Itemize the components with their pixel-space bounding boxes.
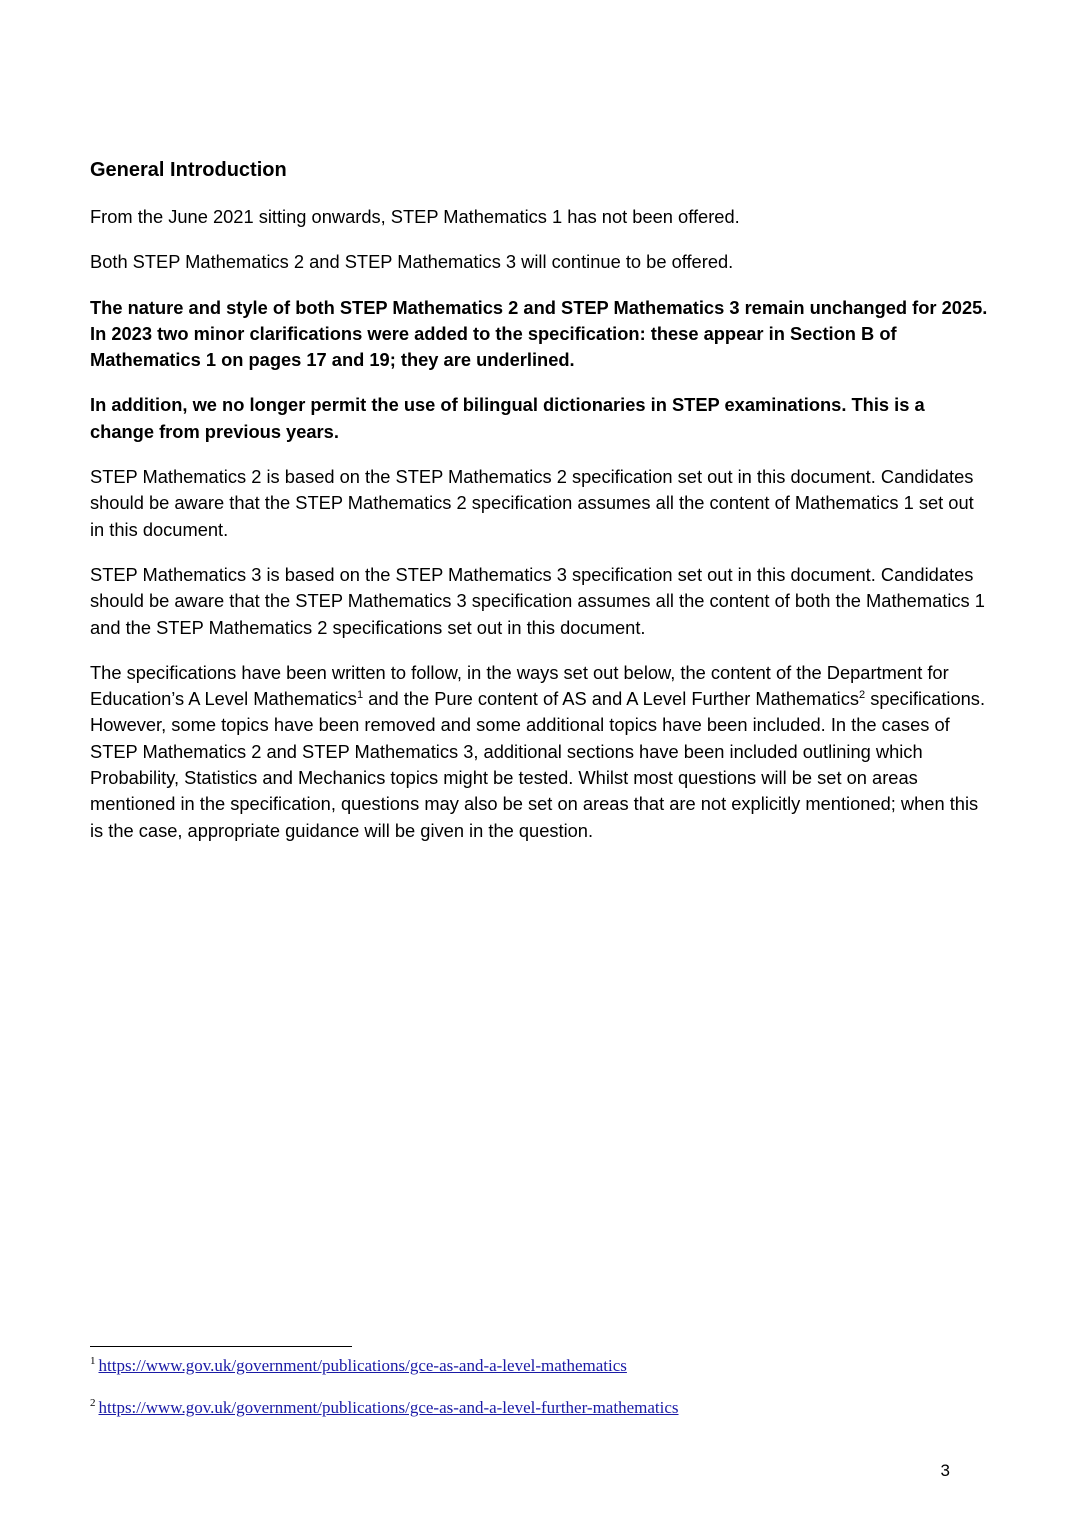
footnote-2 bbox=[90, 1397, 679, 1419]
paragraph-offered-papers: Both STEP Mathematics 2 and STEP Mathematics 3 will continue to be offered. bbox=[90, 251, 734, 273]
footnote-1 bbox=[90, 1355, 627, 1377]
page-body bbox=[90, 156, 990, 863]
paragraph-specification-scope bbox=[90, 660, 990, 844]
paragraph-step3-basis: STEP Mathematics 3 is based on the STEP Mathematics 3 specification set out in this document. Candidates should be aware that the STEP Mathematics 3 specification assumes all the content of both the Mathematics 1 and the STEP Mathematics 2 specifications set out in this document. bbox=[90, 563, 985, 638]
section-heading: General Introduction bbox=[90, 159, 287, 181]
footnote-link-1[interactable]: https://www.gov.uk/government/publications/gce-as-and-a-level-mathematics bbox=[98, 1356, 627, 1375]
paragraph-sitting-info: From the June 2021 sitting onwards, STEP Mathematics 1 has not been offered. bbox=[90, 206, 740, 227]
page-number: 3 bbox=[940, 1461, 950, 1480]
paragraph-specification-scope-part2: and the Pure content of AS and A Level Further Mathematics bbox=[363, 688, 859, 710]
footnote-number: 1 bbox=[90, 1355, 96, 1368]
footnote-number: 2 bbox=[90, 1397, 96, 1410]
footnote-separator bbox=[90, 1346, 352, 1347]
paragraph-step2-basis: STEP Mathematics 2 is based on the STEP Mathematics 2 specification set out in this document. Candidates should be aware that the STEP Mathematics 2 specification assumes all the content of Mathematics 1 set out in this document. bbox=[90, 466, 974, 540]
paragraph-nature-style-notice: The nature and style of both STEP Mathematics 2 and STEP Mathematics 3 remain unchanged for 2025. In 2023 two minor clarifications were added to the specification: these appear in Section B of Mathematics 1 on pages 17 and 19; they are underlined. bbox=[90, 296, 988, 371]
paragraph-specification-scope-part1: The specifications have been written to follow, in the ways set out below, the content of the Department for Education’s A Level Mathematics bbox=[90, 661, 949, 710]
footnote-ref-1: 1 bbox=[356, 689, 364, 702]
footnote-link-2[interactable]: https://www.gov.uk/government/publications/gce-as-and-a-level-further-mathematics bbox=[98, 1398, 679, 1417]
paragraph-specification-scope-part3: specifications. However, some topics have been removed and some additional topics have been included. In the cases of STEP Mathematics 2 and STEP Mathematics 3, additional sections have been included outlining which Probability, Statistics and Mechanics topics might be tested. Whilst most questions will be set on areas mentioned in the specification, questions may also be set on areas that are not explicitly mentioned; when this is the case, appropriate guidance will be given in the question. bbox=[90, 688, 986, 841]
footnote-ref-2: 2 bbox=[859, 689, 866, 702]
paragraph-dictionary-notice: In addition, we no longer permit the use of bilingual dictionaries in STEP examinations. This is a change from previous years. bbox=[90, 394, 925, 442]
